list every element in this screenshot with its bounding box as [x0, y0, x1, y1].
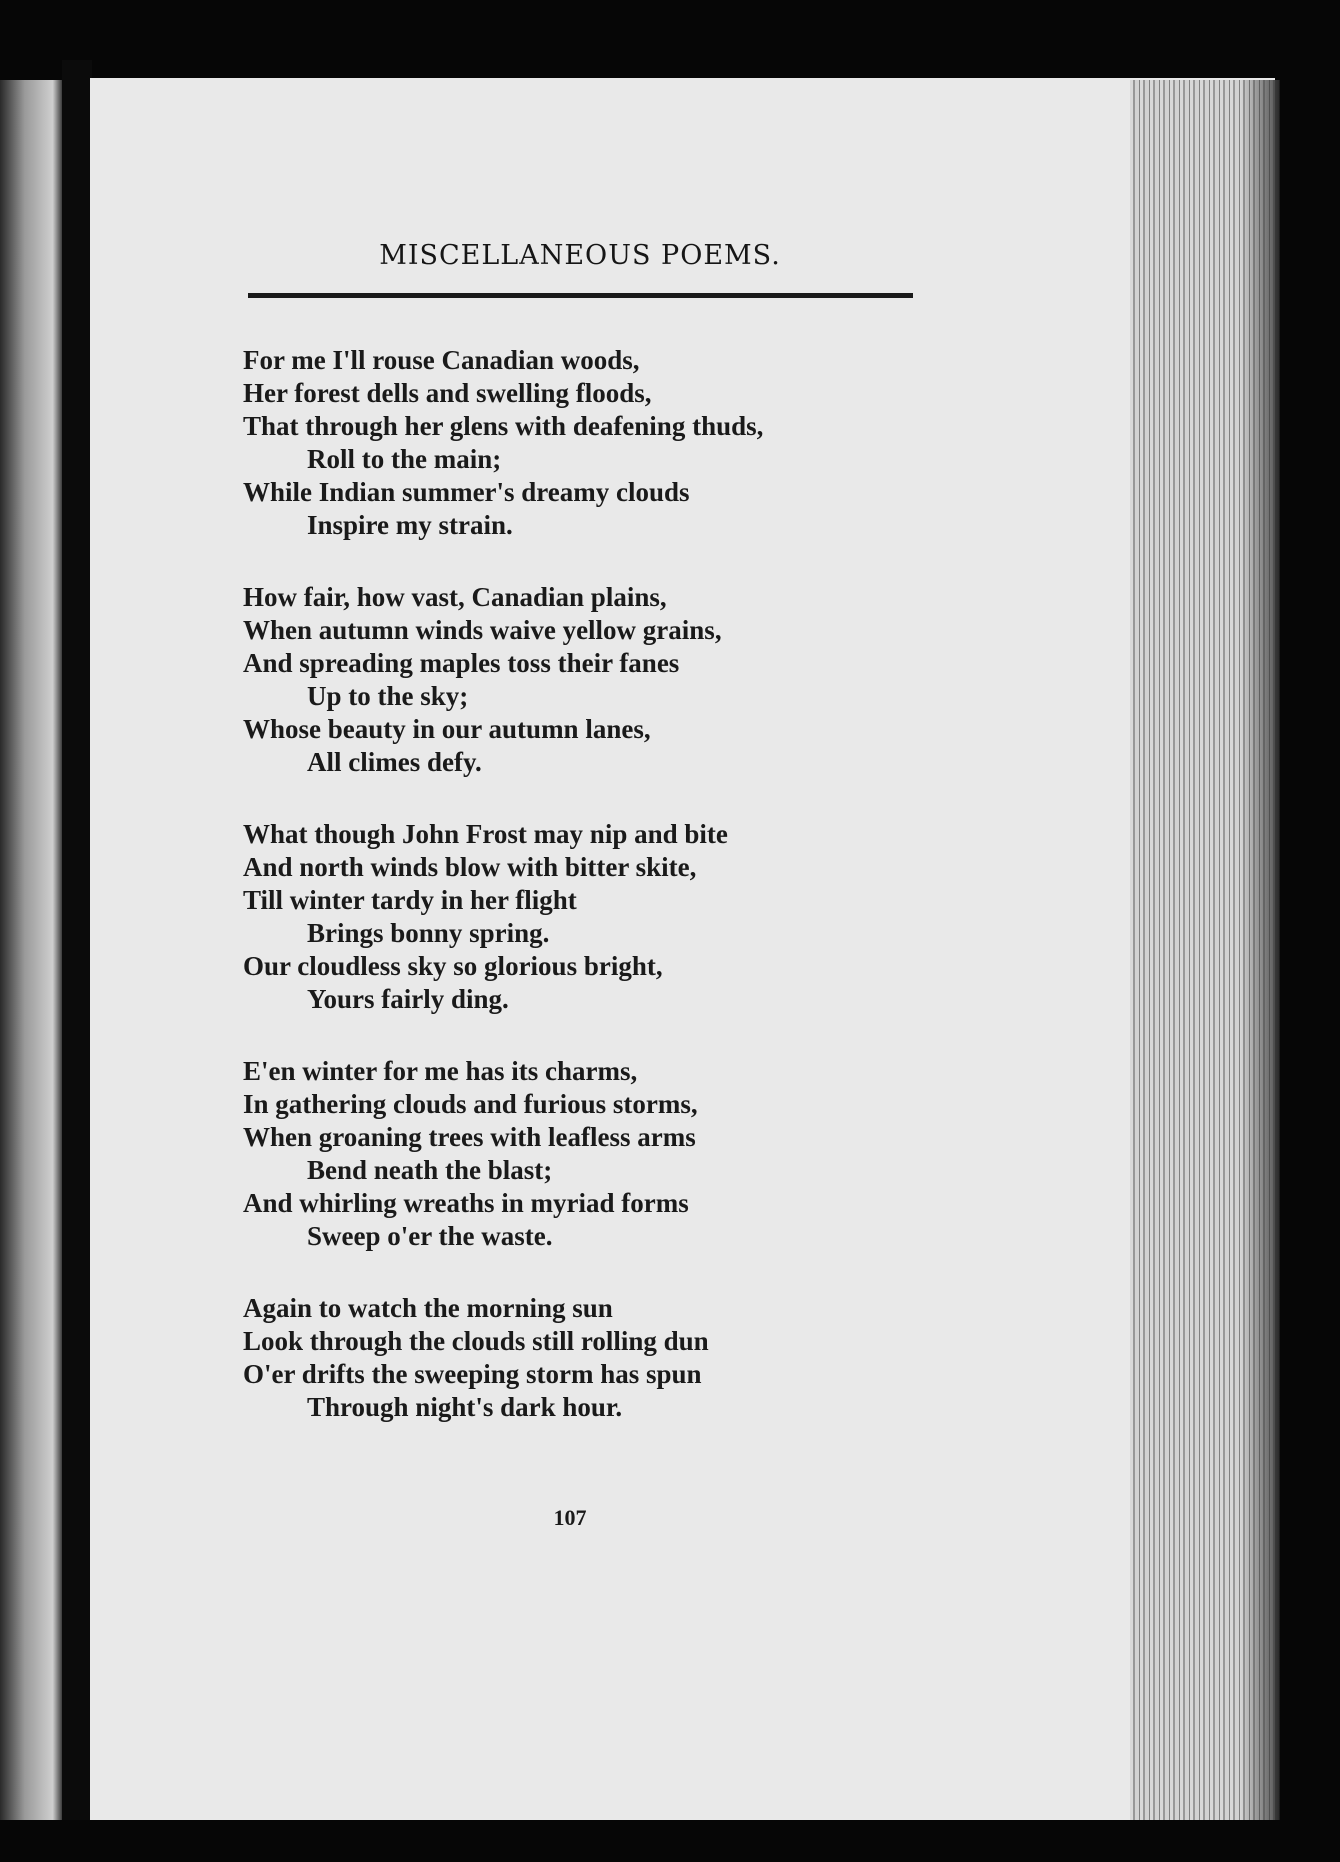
- running-head: MISCELLANEOUS POEMS.: [379, 240, 781, 271]
- poem-line: Inspire my strain.: [307, 510, 513, 540]
- poem-line: O'er drifts the sweeping storm has spun: [243, 1359, 702, 1389]
- poem-line: And spreading maples toss their fanes: [243, 648, 680, 678]
- poem-line: Yours fairly ding.: [307, 984, 509, 1014]
- poem-body: [243, 344, 943, 1463]
- stanza: [243, 1055, 943, 1253]
- poem-line: Look through the clouds still rolling dun: [243, 1326, 709, 1356]
- poem-line: Her forest dells and swelling floods,: [243, 378, 652, 408]
- poem-line: All climes defy.: [307, 747, 482, 777]
- page-number: 107: [553, 1505, 587, 1530]
- poem-line: When autumn winds waive yellow grains,: [243, 615, 722, 645]
- poem-line: What though John Frost may nip and bite: [243, 819, 728, 849]
- poem-line: Our cloudless sky so glorious bright,: [243, 951, 663, 981]
- poem-line: In gathering clouds and furious storms,: [243, 1089, 698, 1119]
- poem-line: Through night's dark hour.: [307, 1392, 623, 1422]
- stanza: [243, 581, 943, 779]
- book-gutter: [62, 60, 92, 1820]
- poem-line: Roll to the main;: [307, 444, 502, 474]
- poem-line: And north winds blow with bitter skite,: [243, 852, 697, 882]
- poem-line: E'en winter for me has its charms,: [243, 1056, 638, 1086]
- poem-line: While Indian summer's dreamy clouds: [243, 477, 690, 507]
- stanza: [243, 344, 943, 542]
- poem-line: Again to watch the morning sun: [243, 1293, 613, 1323]
- poem-line: Bend neath the blast;: [307, 1155, 553, 1185]
- header-rule: [248, 293, 913, 298]
- poem-line: Whose beauty in our autumn lanes,: [243, 714, 651, 744]
- page-stack-edge: [1130, 80, 1280, 1820]
- poem-line: For me I'll rouse Canadian woods,: [243, 345, 640, 375]
- stanza: [243, 818, 943, 1016]
- stanza: [243, 1292, 943, 1424]
- poem-line: That through her glens with deafening thuds,: [243, 411, 764, 441]
- poem-line: Sweep o'er the waste.: [307, 1221, 553, 1251]
- facing-page-edge: [0, 80, 62, 1820]
- poem-line: And whirling wreaths in myriad forms: [243, 1188, 689, 1218]
- poem-line: Till winter tardy in her flight: [243, 885, 577, 915]
- poem-line: Up to the sky;: [307, 681, 469, 711]
- poem-line: When groaning trees with leafless arms: [243, 1122, 696, 1152]
- poem-line: How fair, how vast, Canadian plains,: [243, 582, 667, 612]
- poem-line: Brings bonny spring.: [307, 918, 550, 948]
